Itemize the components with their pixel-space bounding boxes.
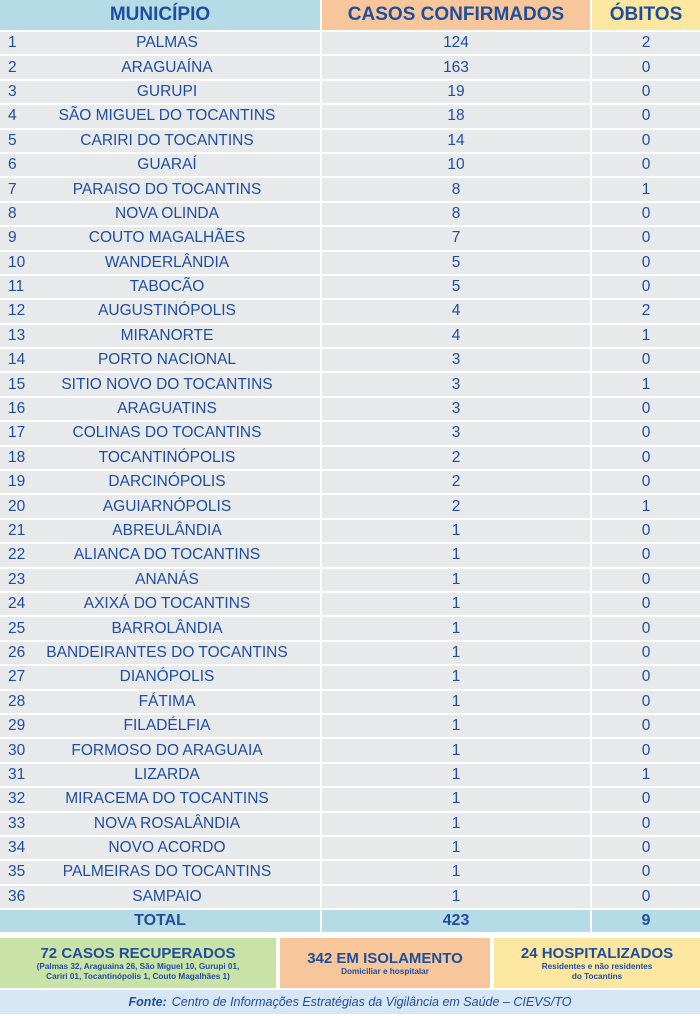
deaths-cell: 0 — [592, 398, 700, 422]
row-number: 22 — [8, 546, 26, 564]
table-row — [0, 861, 700, 885]
cases-cell: 1 — [322, 593, 592, 617]
cases-cell: 4 — [322, 325, 592, 349]
deaths-cell: 0 — [592, 252, 700, 276]
row-number: 36 — [8, 887, 26, 905]
municipio-name: AGUIARNÓPOLIS — [102, 497, 232, 515]
total-cases: 423 — [322, 910, 592, 932]
municipio-name: DARCINÓPOLIS — [108, 473, 226, 491]
row-number: 12 — [8, 302, 26, 320]
table-row — [0, 373, 700, 397]
recuperados-detail-1: (Palmas 32, Araguaina 26, São Miguel 10, Gurupi 01, — [36, 961, 240, 971]
municipio-name: GURUPI — [136, 82, 198, 100]
municipio-cell — [0, 764, 322, 788]
table-row — [0, 788, 700, 812]
deaths-cell: 0 — [592, 739, 700, 763]
hospitalizados-detail-2: do Tocantins — [571, 971, 623, 981]
municipio-cell — [0, 373, 322, 397]
municipio-name: NOVA ROSALÂNDIA — [93, 814, 241, 832]
table-row — [0, 154, 700, 178]
municipio-name: TABOCÃO — [129, 278, 205, 296]
total-deaths: 9 — [592, 910, 700, 932]
deaths-cell: 0 — [592, 422, 700, 446]
row-number: 32 — [8, 790, 26, 808]
cases-cell: 1 — [322, 837, 592, 861]
header-casos-confirmados: CASOS CONFIRMADOS — [322, 0, 592, 32]
table-row — [0, 130, 700, 154]
deaths-cell: 0 — [592, 617, 700, 641]
table-row — [0, 495, 700, 519]
municipio-name: PALMEIRAS DO TOCANTINS — [62, 863, 272, 881]
cases-cell: 8 — [322, 178, 592, 202]
deaths-cell: 0 — [592, 569, 700, 593]
municipio-cell — [0, 447, 322, 471]
summary-boxes — [0, 938, 700, 988]
row-number: 33 — [8, 814, 26, 832]
cases-cell: 3 — [322, 398, 592, 422]
row-number: 20 — [8, 497, 26, 515]
municipio-name: LIZARDA — [134, 765, 200, 783]
deaths-cell: 0 — [592, 520, 700, 544]
header-municipio: MUNICÍPIO — [0, 0, 322, 32]
deaths-cell: 0 — [592, 447, 700, 471]
recuperados-box — [0, 938, 276, 988]
deaths-cell: 0 — [592, 105, 700, 129]
deaths-cell: 0 — [592, 276, 700, 300]
table-row — [0, 569, 700, 593]
municipio-cell — [0, 300, 322, 324]
municipio-cell — [0, 739, 322, 763]
cases-cell: 2 — [322, 471, 592, 495]
municipio-cell — [0, 861, 322, 885]
municipio-name: MIRANORTE — [120, 326, 214, 344]
table-row — [0, 642, 700, 666]
row-number: 27 — [8, 668, 26, 686]
source-text: Centro de Informações Estratégias da Vigilância em Saúde – CIEVS/TO — [171, 995, 572, 1009]
cases-cell: 18 — [322, 105, 592, 129]
row-number: 3 — [8, 82, 17, 100]
cases-cell: 1 — [322, 691, 592, 715]
municipio-cell — [0, 495, 322, 519]
deaths-cell: 0 — [592, 691, 700, 715]
cases-cell: 7 — [322, 227, 592, 251]
row-number: 7 — [8, 180, 17, 198]
deaths-cell: 1 — [592, 764, 700, 788]
isolamento-box — [280, 938, 490, 988]
deaths-cell: 0 — [592, 861, 700, 885]
deaths-cell: 0 — [592, 666, 700, 690]
table-row — [0, 252, 700, 276]
municipio-cell — [0, 642, 322, 666]
table-row — [0, 276, 700, 300]
row-number: 34 — [8, 839, 26, 857]
municipio-name: ARAGUATINS — [117, 400, 217, 418]
table-row — [0, 837, 700, 861]
municipio-cell — [0, 788, 322, 812]
municipio-name: PALMAS — [136, 34, 198, 52]
table-row — [0, 81, 700, 105]
municipio-cell — [0, 32, 322, 56]
row-number: 5 — [8, 131, 17, 149]
municipio-cell — [0, 130, 322, 154]
municipio-cell — [0, 422, 322, 446]
municipio-cell — [0, 325, 322, 349]
table-row — [0, 447, 700, 471]
row-number: 26 — [8, 643, 26, 661]
deaths-cell: 0 — [592, 642, 700, 666]
deaths-cell: 1 — [592, 495, 700, 519]
row-number: 31 — [8, 765, 26, 783]
table-row — [0, 813, 700, 837]
cases-cell: 1 — [322, 813, 592, 837]
cases-cell: 1 — [322, 861, 592, 885]
hospitalizados-title: 24 HOSPITALIZADOS — [520, 944, 674, 962]
municipio-name: ARAGUAÍNA — [121, 58, 213, 76]
total-label: TOTAL — [0, 910, 322, 932]
cases-cell: 1 — [322, 666, 592, 690]
municipio-name: GUARAÍ — [137, 156, 197, 174]
row-number: 25 — [8, 619, 26, 637]
row-number: 4 — [8, 107, 17, 125]
municipio-name: COLINAS DO TOCANTINS — [72, 424, 262, 442]
row-number: 24 — [8, 595, 26, 613]
table-row — [0, 617, 700, 641]
deaths-cell: 2 — [592, 32, 700, 56]
municipio-name: ABREULÂNDIA — [112, 522, 222, 539]
row-number: 18 — [8, 448, 26, 466]
cases-cell: 163 — [322, 56, 592, 80]
municipio-cell — [0, 569, 322, 593]
table-row — [0, 739, 700, 763]
municipio-cell — [0, 691, 322, 715]
municipio-cell — [0, 56, 322, 80]
table-row — [0, 886, 700, 910]
deaths-cell: 0 — [592, 715, 700, 739]
municipio-cell — [0, 837, 322, 861]
table-body — [0, 32, 700, 910]
deaths-cell: 0 — [592, 837, 700, 861]
municipio-name: FÁTIMA — [138, 692, 196, 710]
deaths-cell: 0 — [592, 130, 700, 154]
row-number: 15 — [8, 375, 26, 393]
municipio-cell — [0, 471, 322, 495]
municipio-name: CARIRI DO TOCANTINS — [80, 131, 254, 149]
deaths-cell: 0 — [592, 471, 700, 495]
municipio-cell — [0, 154, 322, 178]
cases-cell: 3 — [322, 349, 592, 373]
municipio-name: MIRACEMA DO TOCANTINS — [65, 790, 269, 808]
cases-cell: 1 — [322, 886, 592, 910]
municipio-cell — [0, 227, 322, 251]
deaths-cell: 0 — [592, 593, 700, 617]
municipio-cell — [0, 105, 322, 129]
municipio-cell — [0, 520, 322, 544]
table-row — [0, 203, 700, 227]
table-row — [0, 471, 700, 495]
municipio-cell — [0, 715, 322, 739]
municipio-cell — [0, 886, 322, 910]
row-number: 35 — [8, 863, 26, 881]
table-row — [0, 422, 700, 446]
municipio-name: ANANÁS — [135, 570, 199, 588]
cases-cell: 19 — [322, 81, 592, 105]
cases-cell: 5 — [322, 276, 592, 300]
municipio-name: SÃO MIGUEL DO TOCANTINS — [58, 107, 276, 125]
table-row — [0, 544, 700, 568]
row-number: 1 — [8, 34, 17, 52]
municipio-cell — [0, 398, 322, 422]
table-row — [0, 593, 700, 617]
table-row — [0, 178, 700, 202]
municipio-name: TOCANTINÓPOLIS — [98, 448, 236, 466]
cases-cell: 1 — [322, 544, 592, 568]
cases-cell: 14 — [322, 130, 592, 154]
table-row — [0, 764, 700, 788]
cases-cell: 1 — [322, 739, 592, 763]
table-row — [0, 32, 700, 56]
table-row — [0, 520, 700, 544]
municipio-name: BARROLÂNDIA — [111, 619, 223, 637]
municipio-name: AXIXÁ DO TOCANTINS — [83, 595, 251, 613]
deaths-cell: 0 — [592, 788, 700, 812]
row-number: 6 — [8, 156, 17, 174]
recuperados-title: 72 CASOS RECUPERADOS — [40, 944, 236, 962]
cases-cell: 124 — [322, 32, 592, 56]
isolamento-detail: Domiciliar e hospitalar — [341, 966, 429, 976]
municipio-name: ALIANCA DO TOCANTINS — [73, 546, 261, 564]
row-number: 29 — [8, 717, 26, 735]
deaths-cell: 0 — [592, 813, 700, 837]
row-number: 19 — [8, 473, 26, 491]
row-number: 21 — [8, 522, 26, 539]
row-number: 11 — [8, 278, 25, 296]
municipio-name: PARAISO DO TOCANTINS — [72, 180, 262, 198]
municipio-name: SITIO NOVO DO TOCANTINS — [61, 375, 273, 393]
municipio-name: WANDERLÂNDIA — [104, 253, 230, 271]
cases-cell: 8 — [322, 203, 592, 227]
hospitalizados-box — [494, 938, 700, 988]
municipio-name: BANDEIRANTES DO TOCANTINS — [46, 643, 288, 661]
table-row — [0, 715, 700, 739]
cases-cell: 2 — [322, 447, 592, 471]
table-row — [0, 105, 700, 129]
municipio-cell — [0, 349, 322, 373]
cases-cell: 1 — [322, 569, 592, 593]
deaths-cell: 1 — [592, 178, 700, 202]
cases-cell: 1 — [322, 617, 592, 641]
row-number: 14 — [8, 351, 26, 369]
municipio-cell — [0, 203, 322, 227]
hospitalizados-detail-1: Residentes e não residentes — [541, 961, 653, 971]
municipio-cell — [0, 276, 322, 300]
municipio-cell — [0, 544, 322, 568]
total-row — [0, 910, 700, 932]
row-number: 13 — [8, 326, 26, 344]
cases-cell: 3 — [322, 422, 592, 446]
table-row — [0, 300, 700, 324]
municipio-cell — [0, 666, 322, 690]
municipio-name: FORMOSO DO ARAGUAIA — [71, 741, 263, 759]
deaths-cell: 2 — [592, 300, 700, 324]
deaths-cell: 0 — [592, 154, 700, 178]
table-row — [0, 56, 700, 80]
municipio-cell — [0, 81, 322, 105]
deaths-cell: 0 — [592, 544, 700, 568]
cases-cell: 1 — [322, 788, 592, 812]
municipio-cell — [0, 252, 322, 276]
cases-cell: 5 — [322, 252, 592, 276]
row-number: 16 — [8, 400, 26, 418]
municipio-name: AUGUSTINÓPOLIS — [98, 302, 236, 320]
deaths-cell: 0 — [592, 886, 700, 910]
municipio-name: FILADÉLFIA — [123, 717, 211, 735]
cases-cell: 2 — [322, 495, 592, 519]
table-row — [0, 666, 700, 690]
deaths-cell: 0 — [592, 203, 700, 227]
table-row — [0, 349, 700, 373]
row-number: 10 — [8, 253, 26, 271]
cases-cell: 10 — [322, 154, 592, 178]
municipio-name: NOVA OLINDA — [115, 204, 219, 222]
table-row — [0, 325, 700, 349]
row-number: 28 — [8, 692, 26, 710]
table-row — [0, 398, 700, 422]
row-number: 17 — [8, 424, 26, 442]
municipio-name: PORTO NACIONAL — [97, 351, 237, 369]
municipio-name: NOVO ACORDO — [108, 839, 226, 857]
row-number: 9 — [8, 229, 17, 247]
municipio-cell — [0, 617, 322, 641]
table-row — [0, 227, 700, 251]
source-footer — [0, 990, 700, 1014]
cases-cell: 1 — [322, 642, 592, 666]
municipio-cell — [0, 593, 322, 617]
isolamento-title: 342 EM ISOLAMENTO — [307, 949, 463, 967]
deaths-cell: 0 — [592, 227, 700, 251]
cases-cell: 1 — [322, 520, 592, 544]
table-row — [0, 691, 700, 715]
municipio-cell — [0, 178, 322, 202]
header-obitos: ÓBITOS — [592, 0, 700, 32]
recuperados-detail-2: Cariri 01, Tocantinópolis 1, Couto Magalhães 1) — [46, 971, 230, 981]
municipio-cell — [0, 813, 322, 837]
row-number: 2 — [8, 58, 17, 76]
deaths-cell: 1 — [592, 325, 700, 349]
row-number: 30 — [8, 741, 26, 759]
row-number: 8 — [8, 204, 17, 222]
cases-cell: 1 — [322, 715, 592, 739]
deaths-cell: 0 — [592, 56, 700, 80]
municipio-name: DIANÓPOLIS — [119, 668, 215, 686]
municipio-name: SAMPAIO — [132, 887, 202, 905]
cases-cell: 4 — [322, 300, 592, 324]
source-label: Fonte: — [128, 995, 167, 1009]
cases-cell: 1 — [322, 764, 592, 788]
deaths-cell: 0 — [592, 349, 700, 373]
row-number: 23 — [8, 570, 26, 588]
municipio-name: COUTO MAGALHÃES — [88, 229, 246, 247]
deaths-cell: 1 — [592, 373, 700, 397]
deaths-cell: 0 — [592, 81, 700, 105]
cases-cell: 3 — [322, 373, 592, 397]
table-header-row — [0, 0, 700, 32]
